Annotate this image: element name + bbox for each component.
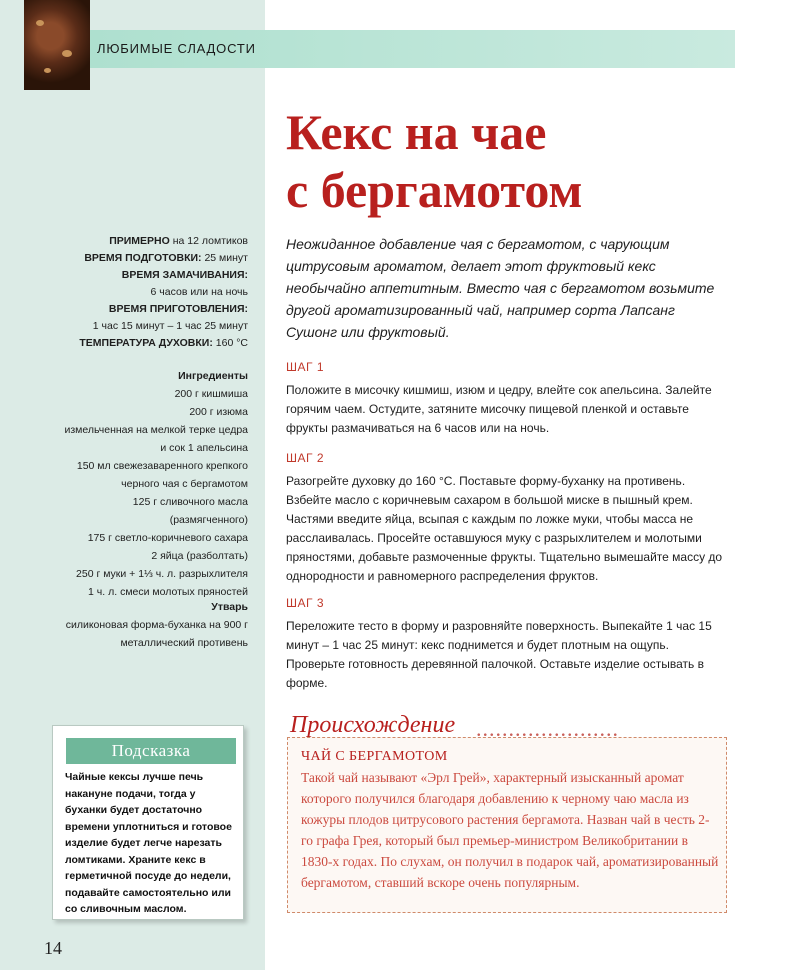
step-1 <box>286 358 731 438</box>
ingredient-item: 150 мл свежезаваренного крепкого <box>76 460 248 472</box>
ingredient-item: черного чая с бергамотом <box>121 478 248 490</box>
ingredients-list <box>30 367 248 601</box>
ingredients-heading: Ингредиенты <box>178 370 248 382</box>
ingredient-item: 125 г сливочного масла <box>132 496 248 508</box>
step-label: ШАГ 3 <box>286 596 325 610</box>
ingredient-item: 1 ч. л. смеси молотых пряностей <box>88 586 248 598</box>
origin-dots: ...................... <box>476 716 619 741</box>
cake-photo <box>24 0 90 90</box>
meta-cook-value: 1 час 15 минут – 1 час 25 минут <box>92 320 248 332</box>
recipe-title <box>286 103 746 219</box>
recipe-meta <box>30 233 248 352</box>
step-text: Положите в мисочку кишмиш, изюм и цедру, влейте сок апельсина. Залейте горячим чаем. Остудите, затяните мисочку пищевой пленкой и оставьте фрукты размачиваться на 6 часов или на ночь. <box>286 383 712 435</box>
tip-text: Чайные кексы лучше печь накануне подачи, тогда у буханки будет достаточно времени уплотниться и готовое изделие будет легче нарезать ломтиками. Храните кекс в герметичной посуде до недели, подавайте самостоятельно или со сливочным маслом. <box>65 771 232 915</box>
photo-detail <box>36 20 44 26</box>
step-label: ШАГ 1 <box>286 360 325 374</box>
meta-cook: ВРЕМЯ ПРИГОТОВЛЕНИЯ: <box>108 303 248 315</box>
meta-soak-value: 6 часов или на ночь <box>150 286 248 298</box>
recipe-title-line1: Кекс на чае <box>286 104 547 160</box>
meta-prep: ВРЕМЯ ПОДГОТОВКИ: 25 минут <box>84 252 248 264</box>
tip-box <box>52 725 244 920</box>
step-2 <box>286 449 731 586</box>
tool-item: силиконовая форма-буханка на 900 г <box>65 619 248 631</box>
ingredient-item: 2 яйца (разболтать) <box>151 550 248 562</box>
tools-heading: Утварь <box>211 601 248 613</box>
step-text: Переложите тесто в форму и разровняйте поверхность. Выпекайте 1 час 15 минут – 1 час 25 минут: кекс поднимется и будет плотным на ощупь. Проверьте готовность деревянной палочкой. Оставьте изделие остывать в форме. <box>286 619 712 690</box>
tip-heading: Подсказка <box>66 738 236 764</box>
tools-list <box>30 598 248 652</box>
meta-soak: ВРЕМЯ ЗАМАЧИВАНИЯ: <box>121 269 248 281</box>
ingredient-item: 175 г светло-коричневого сахара <box>87 532 248 544</box>
ingredient-item: и сок 1 апельсина <box>160 442 248 454</box>
step-text: Разогрейте духовку до 160 °С. Поставьте форму-буханку на противень. Взбейте масло с коричневым сахаром в большой миске в пышный крем. Частями введите яйца, всыпая с каждым по ложке муки, чтобы масса не расслаивалась. Просейте оставшуюся муку с разрыхлителем и молотыми пряностями, добавьте размоченные фрукты. Тщательно вымешайте массу до однородности и равномерного распределения фруктов. <box>286 474 723 583</box>
step-3 <box>286 594 731 693</box>
origin-subheading: ЧАЙ С БЕРГАМОТОМ <box>301 749 448 764</box>
recipe-intro: Неожиданное добавление чая с бергамотом, с чарующим цитрусовым ароматом, делает этот фруктовый кекс необычайно аппетитным. Вместо чая с бергамотом возьмите другой ароматизированный чай, например сорта Лапсанг Сушонг или фруктовый. <box>286 236 715 340</box>
photo-detail <box>62 50 72 57</box>
ingredient-item: 200 г кишмиша <box>174 388 248 400</box>
ingredient-item: 250 г муки + 1⅓ ч. л. разрыхлителя <box>76 568 248 580</box>
step-label: ШАГ 2 <box>286 451 325 465</box>
ingredient-item: 200 г изюма <box>189 406 248 418</box>
photo-detail <box>44 68 51 73</box>
meta-servings: ПРИМЕРНО на 12 ломтиков <box>109 235 248 247</box>
section-title: ЛЮБИМЫЕ СЛАДОСТИ <box>97 41 256 56</box>
recipe-title-line2: с бергамотом <box>286 162 583 218</box>
meta-oven: ТЕМПЕРАТУРА ДУХОВКИ: 160 °C <box>79 337 248 349</box>
ingredient-item: измельченная на мелкой терке цедра <box>64 424 248 436</box>
origin-heading: Происхождение <box>290 712 456 738</box>
page-number: 14 <box>44 938 62 958</box>
ingredient-item: (размягченного) <box>169 514 248 526</box>
origin-text: Такой чай называют «Эрл Грей», характерный изысканный аромат которого получился благодаря добавлению к черному чаю масла из кожуры плодов цитрусового растения бергамота. Назван чай в честь 2-го графа Грея, который был премьер-министром Великобритании в 1830-х годах. По слухам, он получил в подарок чай, ароматизированный бергамотом, ставший вскоре очень популярным. <box>301 770 719 890</box>
tool-item: металлический противень <box>120 637 248 649</box>
